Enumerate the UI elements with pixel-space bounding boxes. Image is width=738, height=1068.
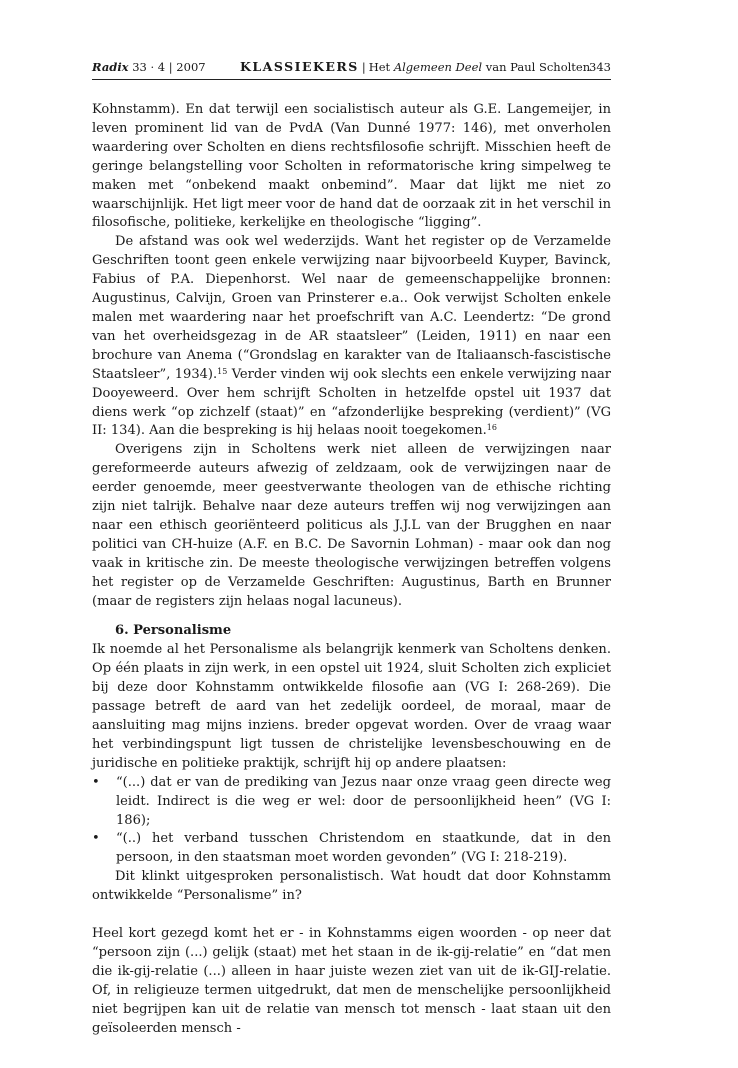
journal-name: Radix [92,60,129,74]
section-label: KLASSIEKERS [240,59,359,74]
journal-info [92,57,206,77]
running-header [92,57,611,77]
article-title-suffix: van Paul Scholten [482,60,591,74]
volume-issue: 33 · 4 | 2007 [132,60,206,74]
paragraph-5: Dit klinkt uitgesproken personalistisch. Wat houdt dat door Kohnstamm ontwikkelde “Personalisme” in? [92,869,611,904]
paragraph-2-text-cont: Verder vinden wij ook slechts een enkele verwijzing naar Dooyeweerd. Over hem schrijft Scholten in hetzelfde opstel uit 1937 dat diens werk “op zichzelf (staat)” en “afzonderlijke bespreking (verdient)” (VG II: 134). Aan die bespreking is hij helaas nooit toegekomen. [92,366,611,439]
paragraph-2 [92,233,611,441]
paragraph-4: Ik noemde al het Personalisme als belangrijk kenmerk van Scholtens denken. Op één plaats in zijn werk, in een opstel uit 1924, sluit Scholten zich expliciet bij deze door Kohnstamm ontwikkelde filosofie aan (VG I: 268-269). Die passage betreft de aard van het zedelijk oordeel, de moraal, maar de aansluiting mag mijns inziens. breder opgevat worden. Over de vraag waar het verbindingspunt ligt tussen de christelijke levensbeschouwing en de juridische en politieke praktijk, schrijft hij op andere plaatsen: [92,642,611,771]
list-item-text: “(...) dat er van de prediking van Jezus naar onze vraag geen directe weg leidt. Indirect is die weg er wel: door de persoonlijkheid heen” (VG I: 186); [116,774,611,828]
quote-list [92,774,611,869]
header-rule [92,79,611,80]
paragraph-6: Heel kort gezegd komt het er - in Kohnstamms eigen woorden - op neer dat “persoon zijn (...) gelijk (staat) met het staan in de ik-gij-relatie” en “dat men die ik-gij-relatie (...) alleen in haar juiste wezen ziet van uit de ik-GIJ-relatie. Of, in religieuze termen uitgedrukt, dat men de menschelijke persoonlijkheid niet begrijpen kan uit de relatie van mensch tot mensch - laat staan uit den geïsoleerden mensch - [92,926,611,1036]
article-title-italic: Algemeen Deel [393,60,483,74]
list-item-text: “(..) het verband tusschen Christendom en staatkunde, dat in den persoon, in den staatsman moet worden gevonden” (VG I: 218-219). [116,831,611,866]
section-heading: 6. Personalisme [115,623,232,639]
section-title [240,57,590,77]
paragraph-2-text: De afstand was ook wel wederzijds. Want het register op de Verzamelde Geschriften toont geen enkele verwijzing naar bijvoorbeeld Kuyper, Bavinck, Fabius of P.A. Diepenhorst. Wel naar de gemeenschappelijke bronnen: Augustinus, Calvijn, Groen van Prinsterer e.a.. Ook verwijst Scholten enkele malen met waardering naar het proefschrift van A.C. Leendertz: “De grond van het overheidsgezag in de AR staatsleer” (Leiden, 1911) en naar een brochure van Anema (“Grondslag en karakter van de Italiaansch-fascistische Staatsleer”, 1934). [92,234,611,382]
paragraph-3: Overigens zijn in Scholtens werk niet alleen de verwijzingen naar gereformeerde auteurs afwezig of zeldzaam, ook de verwijzingen naar de eerder genoemde, meer geestverwante theologen van de ethische richting zijn niet talrijk. Behalve naar deze auteurs treffen wij nog verwijzingen aan naar een ethisch georiënteerd politicus als J.J.L van der Brugghen en naar politici van CH-huize (A.F. en B.C. De Savornin Lohman) - maar ook dan nog vaak in kritische zin. De meeste theologische verwijzingen betreffen volgens het register op de Verzamelde Geschriften: Augustinus, Barth en Brunner (maar de registers zijn helaas nogal lacuneus). [92,442,611,609]
footnote-ref-15: 15 [217,366,228,376]
footnote-ref-16: 16 [486,423,497,433]
page-number: 343 [589,60,611,74]
paragraph-1: Kohnstamm). En dat terwijl een socialistisch auteur als G.E. Langemeijer, in leven prominent lid van de PvdA (Van Dunné 1977: 146), met onverholen waardering over Scholten en diens rechtsfilosofie schrijft. Misschien heeft de geringe belangstelling voor Scholten in reformatorische kring simpelweg te maken met “onbekend maakt onbemind”. Maar dat lijkt me niet zo waarschijnlijk. Het ligt meer voor de hand dat de oorzaak zit in het verschil in filosofische, politieke, kerkelijke en theologische “ligging”. [92,102,611,231]
bullet-marker: • [92,831,100,847]
article-title-prefix: Het [368,60,394,74]
paragraph-gap [92,906,611,925]
header-separator: | [361,60,366,74]
list-item [92,774,611,831]
article-body [92,101,611,1039]
bullet-marker: • [92,774,100,790]
list-item [92,830,611,868]
